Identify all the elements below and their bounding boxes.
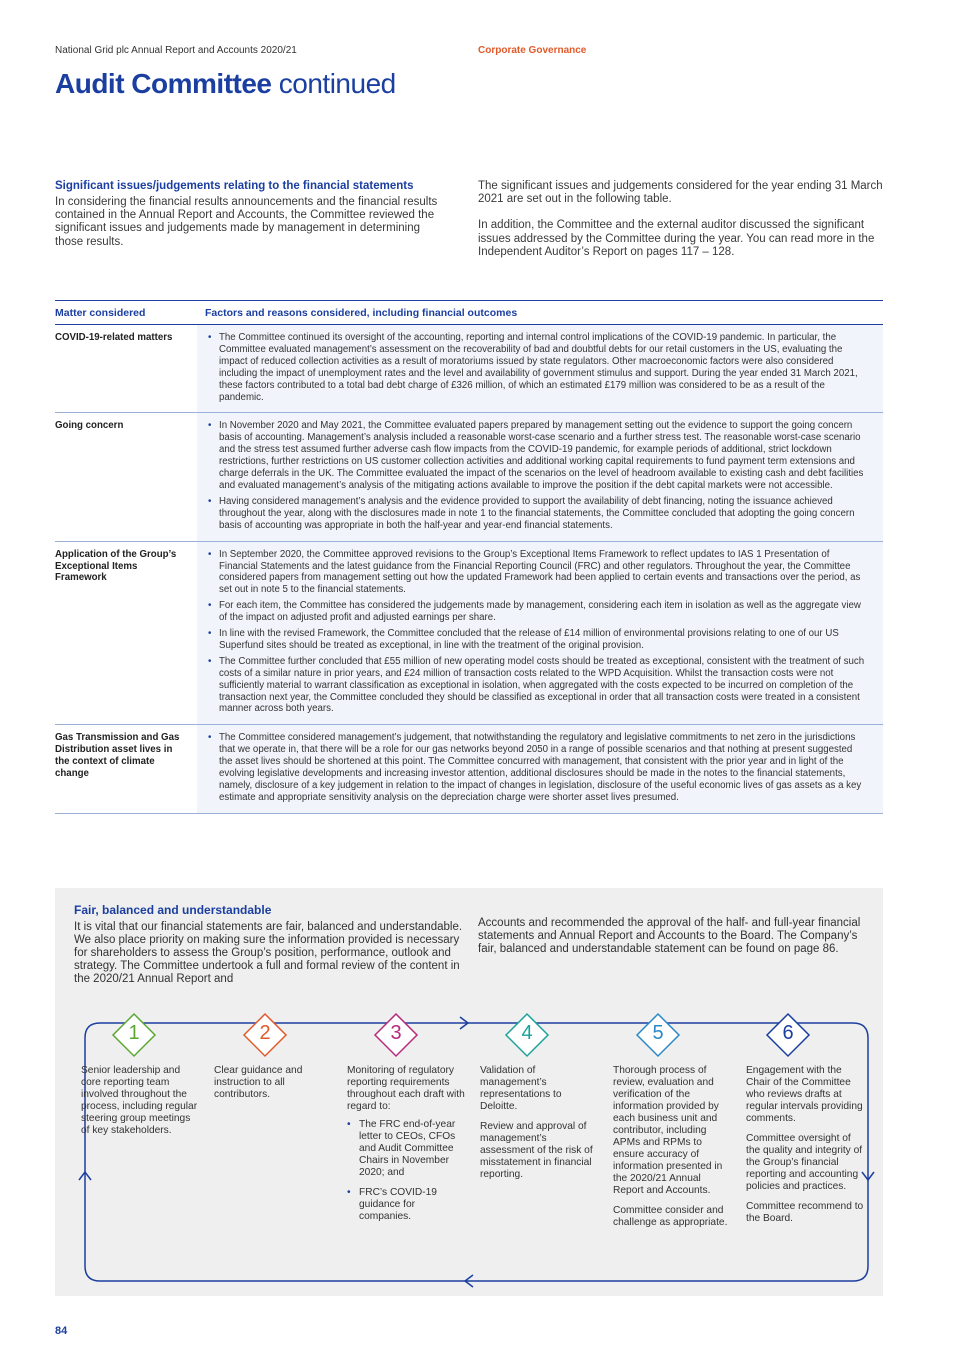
factors-cell: [197, 413, 883, 541]
step-paragraph: Thorough process of review, evaluation and verification of the information provided by each business unit and contributor, including APMs and RPMs to ensure accuracy of information presented in the 2020/21 Annual Report and Accounts.: [613, 1065, 723, 1196]
factor-item: • In September 2020, the Committee approved revisions to the Group’s Exceptional Items Framework to reflect updates to IAS 1 Presentation of Financial Statements and the latest guidance from the Financial Reporting Council (FRC) and other regulators. Throughout the year, the Committee considered papers from management setting out how the updated Framework had been applied to certain events and transactions over the period, as set out in note 5 to the financial statements.: [207, 549, 865, 597]
matter-cell: Application of the Group’s Exceptional Items Framework: [55, 541, 197, 725]
factors-cell: [197, 541, 883, 725]
significant-issues-table: [55, 300, 883, 814]
step-paragraph: Validation of management’s representations to Deloitte.: [480, 1065, 562, 1112]
page-title-light: continued: [278, 68, 396, 99]
step-number: 3: [390, 1022, 402, 1044]
factor-item: • For each item, the Committee has considered the judgements made by management, considering each item in isolation as well as the aggregate view of the impact on adjusted profit and adjusted earnings per share.: [207, 600, 865, 624]
header-section: Corporate Governance: [478, 45, 587, 56]
table-header-row: [55, 301, 883, 325]
factor-item: • Having considered management’s analysis and the evidence provided to support the availability of debt financing, noting the issuance achieved throughout the year, along with the disclosures made in note 1 to the financial statements, the Committee concluded that adopting the going concern basis of accounting was appropriate in both the half-year and year-end financial statements.: [207, 496, 865, 532]
page-title-bold: Audit Committee: [55, 68, 272, 99]
factor-item: • In line with the revised Framework, the Committee concluded that the release of £14 million of environmental provisions relating to one of our US Superfund sites should be treated as exceptional, in line with the treatment of the original provision.: [207, 628, 865, 652]
table-row: [55, 325, 883, 413]
fbu-right-paragraph: Accounts and recommended the approval of the half- and full-year financial statements and Annual Report and Accounts to the Board. The Company’s fair, balanced and understandable statement can be found on page 86.: [478, 917, 861, 955]
intro-right: [478, 180, 883, 259]
intro-right-paragraph-1: The significant issues and judgements considered for the year ending 31 March 2021 are set out in the following table.: [478, 180, 883, 206]
factors-cell: [197, 325, 883, 413]
step-paragraph: Monitoring of regulatory reporting requirements throughout each draft with regard to:: [347, 1065, 465, 1112]
step-bullet-list: [347, 1119, 465, 1223]
step-paragraph: Committee consider and challenge as appropriate.: [613, 1205, 728, 1228]
factors-list: [207, 420, 865, 531]
step-paragraph: Engagement with the Chair of the Committee who reviews drafts at regular intervals providing comments.: [746, 1065, 863, 1124]
fair-balanced-panel: [55, 888, 883, 1296]
intro-left: [55, 180, 450, 249]
table-row: [55, 541, 883, 725]
page-number: 84: [55, 1325, 68, 1337]
step-description: [480, 1065, 598, 1181]
column-header-factors: Factors and reasons considered, including financial outcomes: [197, 301, 883, 325]
table-row: [55, 413, 883, 541]
factor-item: • The Committee continued its oversight of the accounting, reporting and internal control implications of the COVID-19 pandemic. In particular, the Committee evaluated management’s assessment on the recoverability of bad and doubtful debts for our retail customers in the US, evaluating the impact of reduced collection activities as a result of moratoriums issued by state regulators. Other macroeconomic factors were also considered including the impact of unemployment rates and the level and availability of government stimulus and support. During the year ended 31 March 2021, these factors contributed to a total bad debt charge of £326 million, of which an estimated £179 million was considered to be as a result of the pandemic.: [207, 332, 865, 403]
matter-cell: Gas Transmission and Gas Distribution asset lives in the context of climate change: [55, 725, 197, 813]
intro-right-paragraph-2: In addition, the Committee and the external auditor discussed the significant issues addressed by the Committee during the year. You can read more in the Independent Auditor’s Report on pages 117 – 128.: [478, 219, 875, 258]
matter-cell: COVID-19-related matters: [55, 325, 197, 413]
step-paragraph: Review and approval of management’s assessment of the risk of misstatement in financial reporting.: [480, 1121, 593, 1180]
step-number: 1: [128, 1022, 140, 1044]
factor-item: • The Committee considered management’s judgement, that notwithstanding the regulatory and legislative commitments to net zero in the jurisdictions that we operate in, that there will be a role for our gas networks beyond 2050 in a range of possible scenarios and that nothing at present suggested the asset lives should be shortened at this point. The Committee concurred with management, that consistent with the prior year and in light of the evolving legislative developments and increasing investor attention, additional disclosures should be made in the notes to the financial statements, namely, disclosure of a key judgement in relation to the impact of changes in legislation, disclosure of the useful economic lives of gas assets as a key estimate and appropriate sensitivity analysis on the depreciation charge were shorter asset lives presumed.: [207, 732, 865, 803]
factors-list: [207, 732, 865, 803]
fbu-heading: Fair, balanced and understandable: [74, 903, 272, 917]
factors-list: [207, 549, 865, 716]
matter-cell: Going concern: [55, 413, 197, 541]
intro-heading: Significant issues/judgements relating to the financial statements: [55, 180, 414, 192]
step-paragraph: Committee recommend to the Board.: [746, 1201, 864, 1224]
step-description: [214, 1065, 332, 1101]
step-bullet: • FRC’s COVID-19 guidance for companies.: [347, 1187, 465, 1223]
step-paragraph: Senior leadership and core reporting team involved throughout the process, including regular steering group meetings of key stakeholders.: [81, 1065, 198, 1136]
step-description: [613, 1065, 731, 1229]
step-description: [347, 1065, 465, 1223]
factor-item: • In November 2020 and May 2021, the Committee evaluated papers prepared by management setting out the evidence to support the going concern basis of accounting. Management’s analysis included a reasonable worst-case scenario and a further stress test. The reasonable worst-case scenario and the stress test assumed further adverse cash flow impacts from the COVID-19 pandemic, for example periods of additional, strict lockdown restrictions, further restrictions on US customer collection activities and additional working capital requirements to fund payment term extensions and charge deferrals in the UK. The Committee evaluated the impact of the scenarios on the level of headroom available to existing cash and debt facilities and evaluated management’s analysis of the mitigating actions available to improve the position if the debt capital markets were not accessible.: [207, 420, 865, 491]
step-number: 4: [521, 1022, 533, 1044]
factor-item: • The Committee further concluded that £55 million of new operating model costs should be treated as exceptional, consistent with the treatment of such costs of a similar nature in prior years, and £24 million of transaction costs related to the WPD Acquisition. Whilst the transaction costs were not sufficiently material to warrant classification as exceptional in isolation, when aggregated with the costs expected to be incurred on completion of the transaction next year, the Committee concluded they should be classified as exceptional in order that all transaction costs were treated in a consistent manner across both years.: [207, 656, 865, 716]
step-number: 6: [782, 1022, 794, 1044]
header-report-name: National Grid plc Annual Report and Accounts 2020/21: [55, 45, 297, 56]
page-title: [55, 68, 396, 100]
step-paragraph: Committee oversight of the quality and integrity of the Group’s financial reporting and accounting policies and practices.: [746, 1133, 863, 1192]
step-number: 2: [259, 1022, 271, 1044]
column-header-matter: Matter considered: [55, 301, 197, 325]
fbu-left-paragraph: It is vital that our financial statements are fair, balanced and understandable. We also place priority on making sure the information provided is necessary for shareholders to assess the Group’s position, performance, outlook and strategy. The Committee undertook a full and formal review of the content in the 2020/21 Annual Report and: [74, 921, 463, 985]
step-number: 5: [652, 1022, 664, 1044]
factors-cell: [197, 725, 883, 813]
factors-list: [207, 332, 865, 403]
step-bullet: • The FRC end-of-year letter to CEOs, CFOs and Audit Committee Chairs in November 2020; and: [347, 1119, 465, 1179]
intro-left-paragraph: In considering the financial results announcements and the financial results contained in the Annual Report and Accounts, the Committee reviewed the significant issues and judgements made by management in determining those results.: [55, 196, 438, 248]
step-description: [746, 1065, 864, 1225]
step-paragraph: Clear guidance and instruction to all contributors.: [214, 1065, 303, 1100]
table-row: [55, 725, 883, 813]
step-description: [81, 1065, 199, 1137]
